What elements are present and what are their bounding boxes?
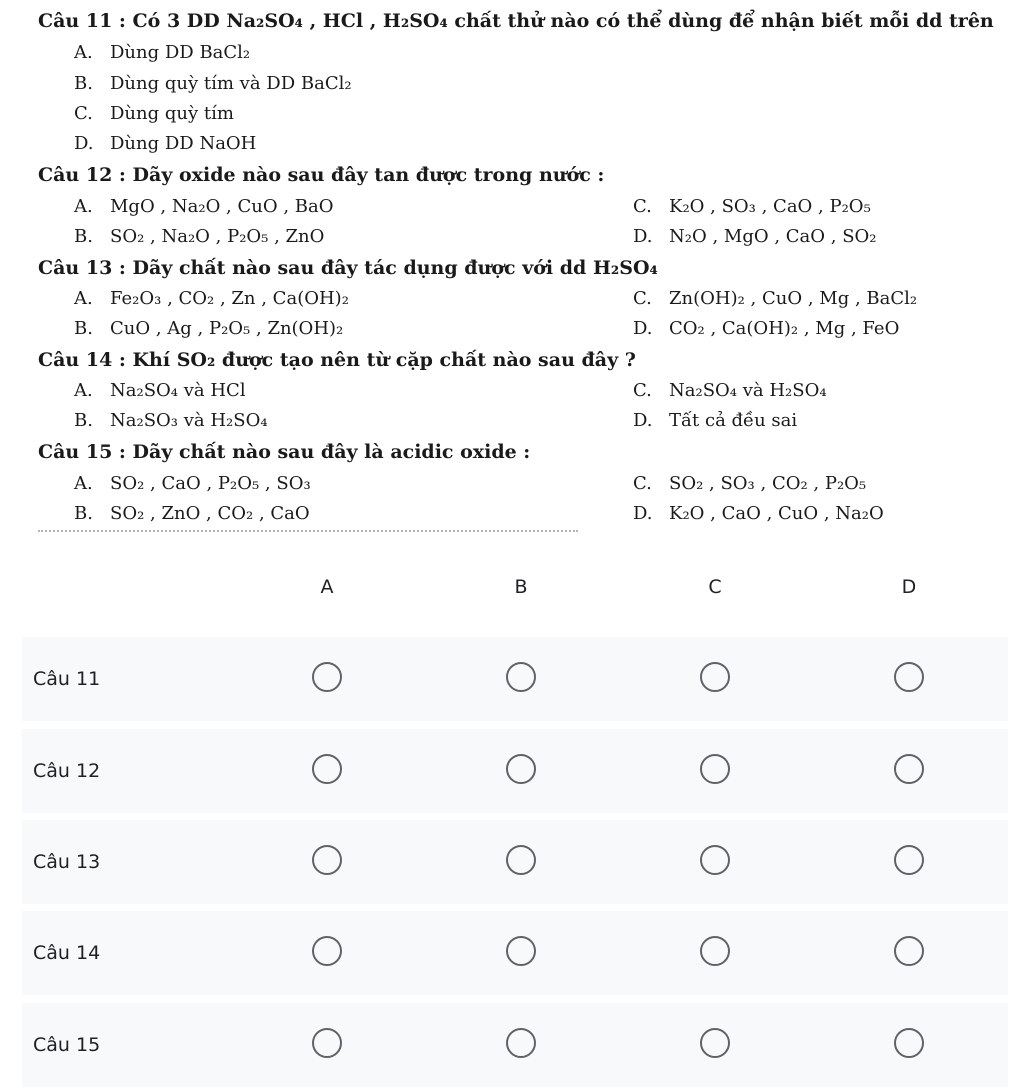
grid-row-cau-13: [22, 820, 1008, 904]
radio-cau-15-b[interactable]: [506, 1028, 536, 1058]
grid-row-cau-14: [22, 911, 1008, 995]
radio-cau-13-d[interactable]: [894, 845, 924, 875]
question-12-option-d: D. N₂O , MgO , CaO , SO₂: [633, 226, 877, 247]
question-14-title: Câu 14 : Khí SO₂ được tạo nên từ cặp chất nào sau đây ?: [38, 349, 636, 371]
radio-cau-11-d[interactable]: [894, 662, 924, 692]
radio-cau-14-c[interactable]: [700, 936, 730, 966]
question-11-option-b: B. Dùng quỳ tím và DD BaCl₂: [74, 73, 352, 94]
row-label: Câu 15: [33, 1034, 101, 1056]
question-document: [0, 0, 1024, 540]
question-14-option-b: B. Na₂SO₃ và H₂SO₄: [74, 410, 268, 431]
row-label: Câu 12: [33, 760, 101, 782]
question-14-option-a: A. Na₂SO₄ và HCl: [74, 380, 246, 401]
radio-cau-12-d[interactable]: [894, 754, 924, 784]
question-14-option-d: D. Tất cả đều sai: [633, 410, 798, 431]
radio-cau-11-c[interactable]: [700, 662, 730, 692]
question-11-option-a: A. Dùng DD BaCl₂: [74, 42, 251, 63]
question-12-option-c: C. K₂O , SO₃ , CaO , P₂O₅: [633, 196, 871, 217]
radio-cau-15-a[interactable]: [312, 1028, 342, 1058]
radio-cau-14-a[interactable]: [312, 936, 342, 966]
question-11-title: Câu 11 : Có 3 DD Na₂SO₄ , HCl , H₂SO₄ chất thử nào có thể dùng để nhận biết mỗi dd trên: [38, 10, 994, 32]
radio-cau-12-a[interactable]: [312, 754, 342, 784]
question-13-option-c: C. Zn(OH)₂ , CuO , Mg , BaCl₂: [633, 288, 918, 309]
row-label: Câu 11: [33, 668, 101, 690]
question-15-option-a: A. SO₂ , CaO , P₂O₅ , SO₃: [74, 473, 311, 494]
question-14-option-c: C. Na₂SO₄ và H₂SO₄: [633, 380, 827, 401]
row-label: Câu 13: [33, 851, 101, 873]
radio-cau-13-b[interactable]: [506, 845, 536, 875]
grid-row-cau-12: [22, 729, 1008, 813]
radio-cau-12-b[interactable]: [506, 754, 536, 784]
question-13-option-d: D. CO₂ , Ca(OH)₂ , Mg , FeO: [633, 318, 900, 339]
question-11-option-d: D. Dùng DD NaOH: [74, 133, 257, 154]
radio-cau-12-c[interactable]: [700, 754, 730, 784]
column-header-a: A: [320, 576, 334, 598]
answer-grid: [0, 540, 1024, 1084]
question-12-option-b: B. SO₂ , Na₂O , P₂O₅ , ZnO: [74, 226, 325, 247]
column-header-d: D: [901, 576, 917, 598]
radio-cau-15-c[interactable]: [700, 1028, 730, 1058]
question-15-option-c: C. SO₂ , SO₃ , CO₂ , P₂O₅: [633, 473, 867, 494]
radio-cau-13-c[interactable]: [700, 845, 730, 875]
radio-cau-14-b[interactable]: [506, 936, 536, 966]
radio-cau-11-a[interactable]: [312, 662, 342, 692]
radio-cau-11-b[interactable]: [506, 662, 536, 692]
question-15-option-d: D. K₂O , CaO , CuO , Na₂O: [633, 503, 884, 524]
question-15-option-b: B. SO₂ , ZnO , CO₂ , CaO: [74, 503, 310, 524]
column-header-c: C: [708, 576, 722, 598]
question-13-title: Câu 13 : Dãy chất nào sau đây tác dụng được với dd H₂SO₄: [38, 257, 658, 279]
radio-cau-14-d[interactable]: [894, 936, 924, 966]
column-header-b: B: [514, 576, 528, 598]
question-13-option-a: A. Fe₂O₃ , CO₂ , Zn , Ca(OH)₂: [74, 288, 349, 309]
radio-cau-13-a[interactable]: [312, 845, 342, 875]
grid-row-cau-15: [22, 1003, 1008, 1087]
row-label: Câu 14: [33, 942, 101, 964]
radio-cau-15-d[interactable]: [894, 1028, 924, 1058]
question-12-option-a: A. MgO , Na₂O , CuO , BaO: [74, 196, 334, 217]
cropped-text-edge: [38, 530, 578, 538]
grid-row-cau-11: [22, 637, 1008, 721]
question-12-title: Câu 12 : Dãy oxide nào sau đây tan được trong nước :: [38, 164, 605, 186]
question-15-title: Câu 15 : Dãy chất nào sau đây là acidic oxide :: [38, 441, 531, 463]
question-13-option-b: B. CuO , Ag , P₂O₅ , Zn(OH)₂: [74, 318, 344, 339]
question-11-option-c: C. Dùng quỳ tím: [74, 103, 234, 124]
